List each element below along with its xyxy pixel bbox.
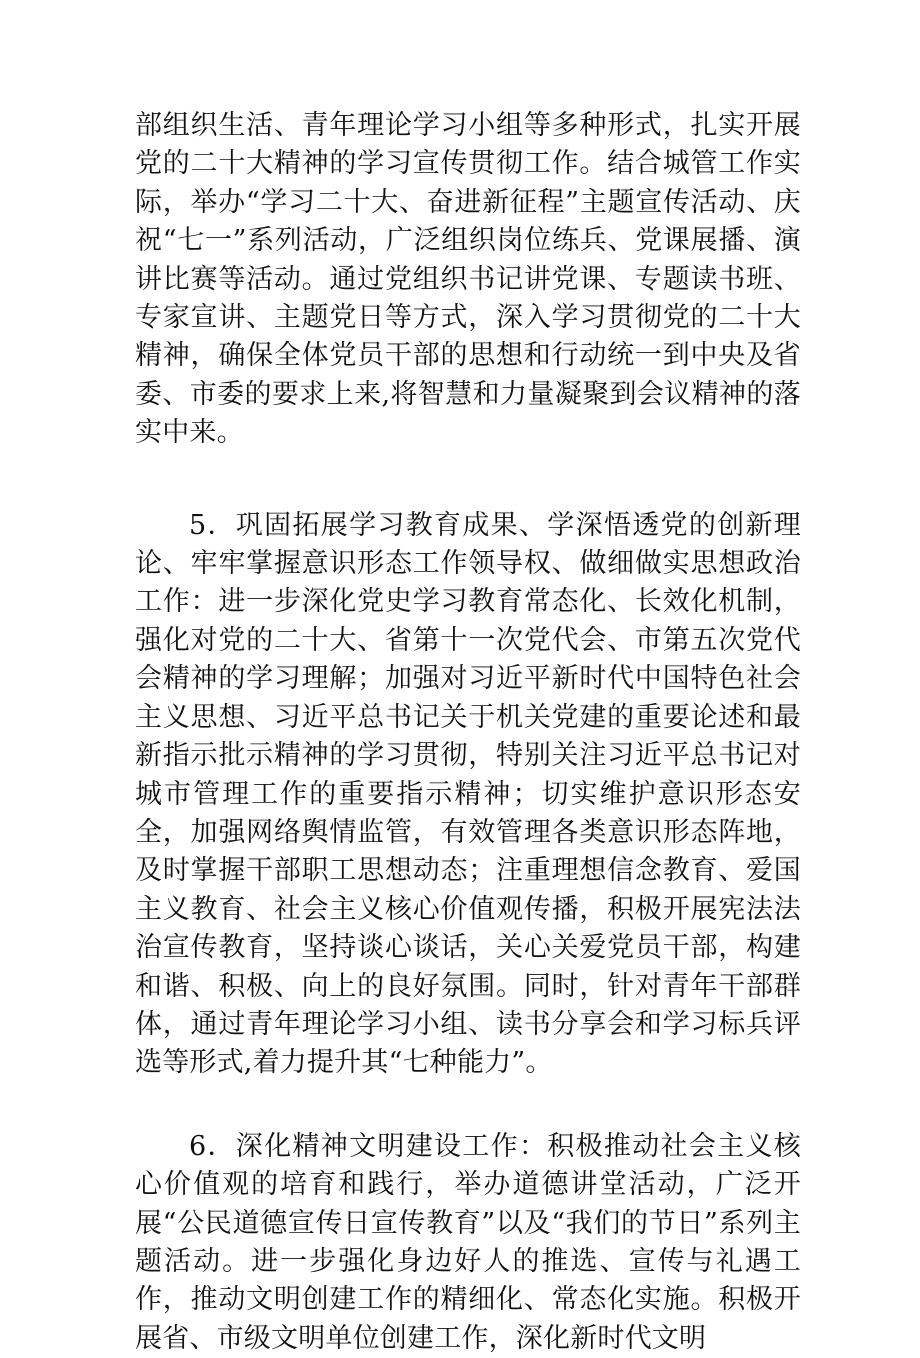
document-page xyxy=(135,107,801,1358)
paragraph-continued: 部组织生活、青年理论学习小组等多种形式，扎实开展党的二十大精神的学习宣传贯彻工作。结合城管工作实际，举办“学习二十大、奋进新征程”主题宣传活动、庆祝“七一”系列活动，广泛组织岗位练兵、党课展播、演讲比赛等活动。通过党组织书记讲党课、专题读书班、专家宣讲、主题党日等方式，深入学习贯彻党的二十大精神，确保全体党员干部的思想和行动统一到中央及省委、市委的要求上来,将智慧和力量凝聚到会议精神的落实中来。 xyxy=(135,110,801,449)
paragraph-spacer xyxy=(135,1083,801,1128)
paragraph-item-6: 6．深化精神文明建设工作：积极推动社会主义核心价值观的培育和践行，举办道德讲堂活动，广泛开展“公民道德宣传日宣传教育”以及“我们的节日”系列主题活动。进一步强化身边好人的推选、宣传与礼遇工作，推动文明创建工作的精细化、常态化实施。积极开展省、市级文明单位创建工作，深化新时代文明 xyxy=(135,1130,801,1354)
paragraph-spacer xyxy=(135,453,801,507)
paragraph-item-5: 5．巩固拓展学习教育成果、学深悟透党的创新理论、牢牢掌握意识形态工作领导权、做细做实思想政治工作：进一步深化党史学习教育常态化、长效化机制，强化对党的二十大、省第十一次党代会、市第五次党代会精神的学习理解；加强对习近平新时代中国特色社会主义思想、习近平总书记关于机关党建的重要论述和最新指示批示精神的学习贯彻，特别关注习近平总书记对城市管理工作的重要指示精神；切实维护意识形态安全，加强网络舆情监管，有效管理各类意识形态阵地，及时掌握干部职工思想动态；注重理想信念教育、爱国主义教育、社会主义核心价值观传播，积极开展宪法法治宣传教育，坚持谈心谈话，关心关爱党员干部，构建和谐、积极、向上的良好氛围。同时，针对青年干部群体，通过青年理论学习小组、读书分享会和学习标兵评选等形式,着力提升其“七种能力”。 xyxy=(135,509,801,1079)
